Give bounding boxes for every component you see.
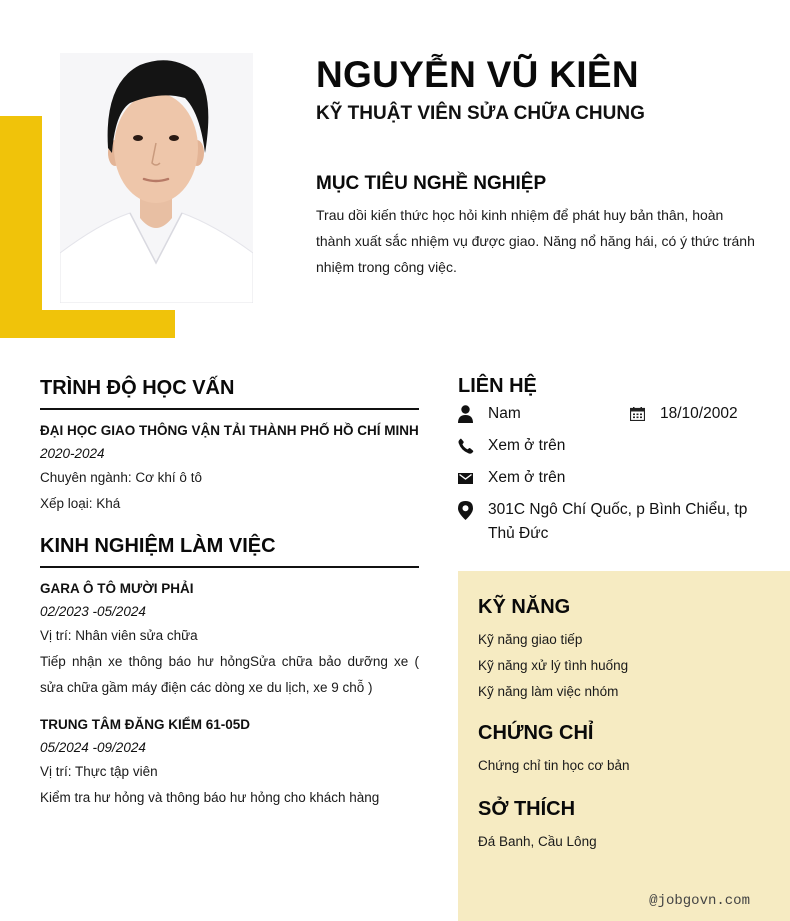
hobbies-section: [478, 795, 770, 855]
skills-section: [478, 593, 770, 705]
location-pin-icon: [458, 498, 488, 522]
education-grade: Xếp loại: Khá: [40, 495, 121, 511]
contact-row-phone: [458, 434, 778, 458]
experience-description: Kiểm tra hư hỏng và thông báo hư hỏng cho khách hàng: [40, 789, 380, 805]
person-icon: [458, 402, 488, 426]
address-value: 301C Ngô Chí Quốc, p Bình Chiểu, tp Thủ Đức: [488, 501, 748, 542]
contact-section: [458, 372, 778, 554]
experience-heading: KINH NGHIỆM LÀM VIỆC: [40, 535, 276, 557]
experience-period: 05/2024 -09/2024: [40, 739, 146, 755]
education-period: 2020-2024: [40, 445, 105, 461]
profile-photo: [60, 53, 253, 303]
school-name: ĐẠI HỌC GIAO THÔNG VẬN TẢI THÀNH PHỐ HỒ CHÍ MINH: [40, 422, 419, 438]
decorative-yellow-bar-vertical: [0, 116, 42, 338]
experience-item: [40, 715, 419, 811]
education-section: [40, 374, 419, 520]
skill-item: Kỹ năng làm việc nhóm: [478, 684, 619, 699]
decorative-yellow-bar-horizontal: [0, 310, 175, 338]
sidebar-panel: [458, 571, 790, 921]
skills-heading: KỸ NĂNG: [478, 596, 571, 618]
contact-row-address: [458, 498, 778, 546]
objective-heading: MỤC TIÊU NGHỀ NGHIỆP: [316, 173, 547, 194]
skill-item: Kỹ năng xử lý tình huống: [478, 658, 629, 673]
education-major: Chuyên ngành: Cơ khí ô tô: [40, 469, 202, 485]
certificate-item: Chứng chỉ tin học cơ bản: [478, 758, 630, 773]
experience-position: Vị trí: Nhân viên sửa chữa: [40, 627, 198, 643]
hobbies-heading: SỞ THÍCH: [478, 798, 576, 820]
section-divider: [40, 408, 419, 410]
experience-item: [40, 579, 419, 701]
education-heading: TRÌNH ĐỘ HỌC VẤN: [40, 377, 235, 399]
email-value: Xem ở trên: [488, 469, 566, 486]
objective-text: Trau dồi kiến thức học hỏi kinh nhiệm để phát huy bản thân, hoàn thành xuất sắc nhiệm vụ được giao. Năng nổ hăng hái, có ý thức tránh nhiệm trong công việc.: [316, 207, 755, 275]
hobbies-text: Đá Banh, Cầu Lông: [478, 834, 597, 849]
candidate-name: NGUYỄN VŨ KIÊN: [316, 54, 639, 95]
company-name: GARA Ô TÔ MƯỜI PHẢI: [40, 580, 194, 596]
experience-period: 02/2023 -05/2024: [40, 603, 146, 619]
job-title: KỸ THUẬT VIÊN SỬA CHỮA CHUNG: [316, 103, 645, 124]
left-column: [40, 374, 419, 811]
birthday-value: 18/10/2002: [660, 405, 738, 422]
gender-value: Nam: [488, 405, 521, 422]
contact-row-email: [458, 466, 778, 490]
portrait-icon: [60, 53, 253, 303]
contact-row-gender-birthday: [458, 402, 778, 426]
envelope-icon: [458, 466, 488, 490]
section-divider: [40, 566, 419, 568]
skill-item: Kỹ năng giao tiếp: [478, 632, 583, 647]
experience-section: [40, 532, 419, 811]
certificates-heading: CHỨNG CHỈ: [478, 722, 594, 744]
certificates-section: [478, 719, 770, 779]
experience-position: Vị trí: Thực tập viên: [40, 763, 158, 779]
phone-icon: [458, 434, 488, 458]
company-name: TRUNG TÂM ĐĂNG KIỂM 61-05D: [40, 716, 251, 732]
phone-value: Xem ở trên: [488, 437, 566, 454]
contact-heading: LIÊN HỆ: [458, 375, 537, 397]
watermark-text: @jobgovn.com: [649, 893, 750, 909]
experience-description: Tiếp nhận xe thông báo hư hỏngSửa chữa bảo dưỡng xe ( sửa chữa gầm máy điện các dòng xe du lịch, xe 9 chỗ ): [40, 653, 419, 695]
calendar-icon: [630, 402, 660, 426]
